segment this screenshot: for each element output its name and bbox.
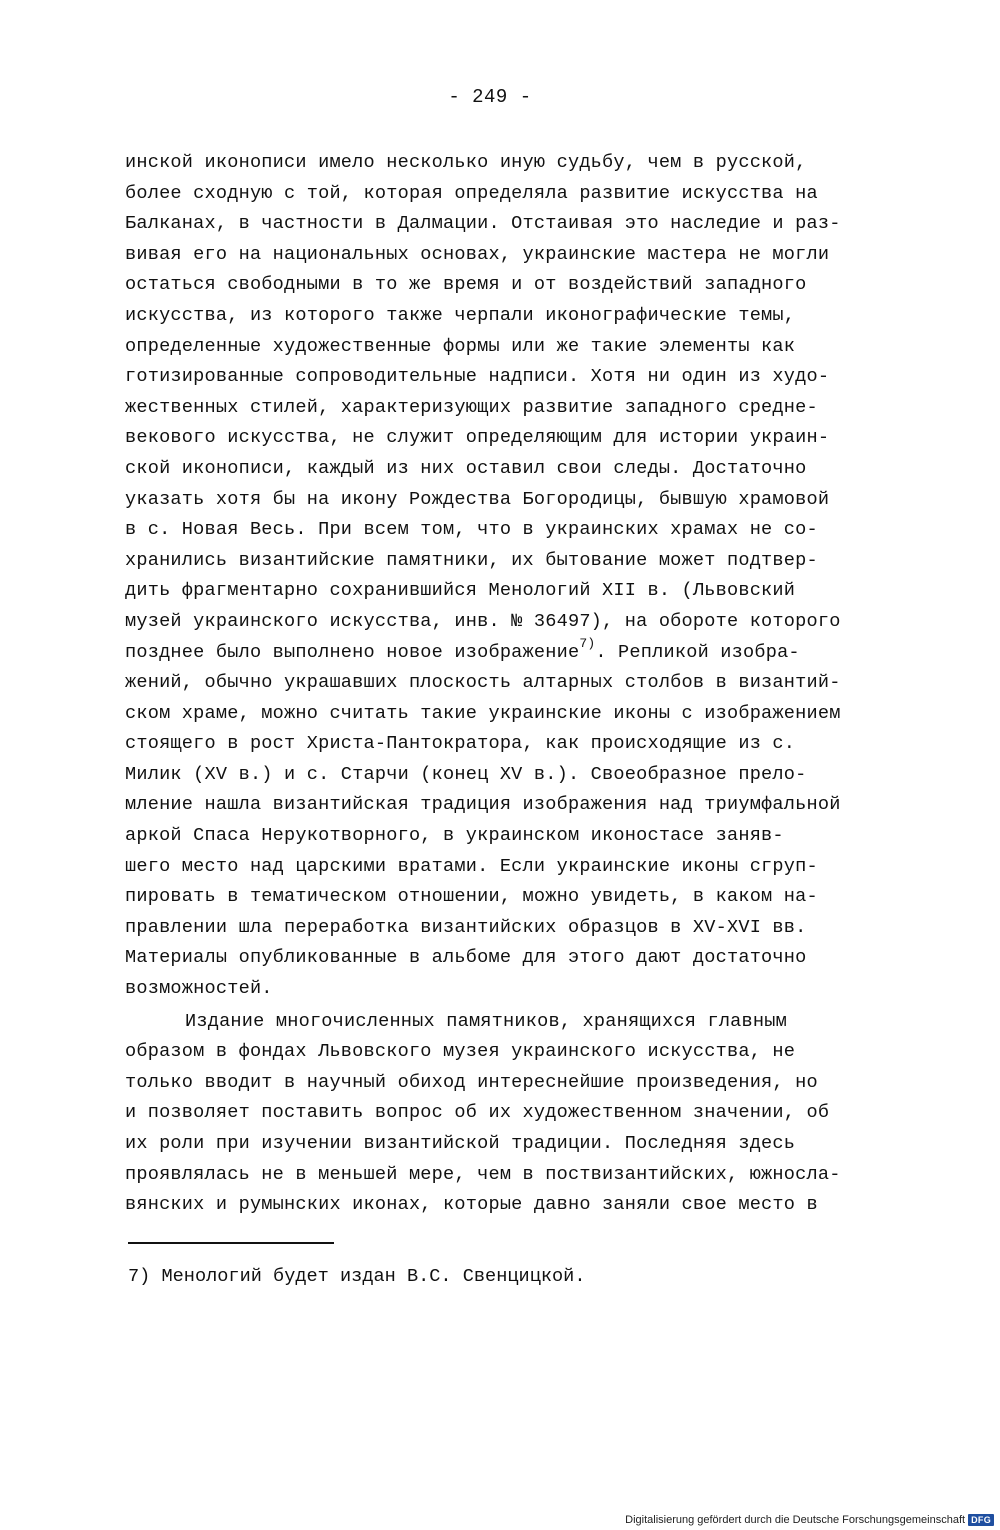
text-line: жений, обычно украшавших плоскость алтарных столбов в византий- bbox=[125, 672, 841, 694]
text-line: вивая его на национальных основах, украинские мастера не могли bbox=[125, 243, 830, 265]
text-line: Материалы опубликованные в альбоме для этого дают достаточно bbox=[125, 947, 807, 969]
paragraph-1 bbox=[125, 148, 905, 1005]
text-line: только вводит в научный обиход интереснейшие произведения, но bbox=[125, 1071, 818, 1093]
digitization-credit bbox=[625, 1514, 994, 1526]
text-line: в с. Новая Весь. При всем том, что в украинских храмах не со- bbox=[125, 519, 818, 541]
text-line: остаться свободными в то же время и от воздействий западного bbox=[125, 274, 807, 296]
text-line: мление нашла византийская традиция изображения над триумфальной bbox=[125, 794, 841, 816]
text-segment: позднее было выполнено новое изображение bbox=[125, 641, 580, 663]
text-line: их роли при изучении византийской традиции. Последняя здесь bbox=[125, 1133, 796, 1154]
text-line: шего место над царскими вратами. Если украинские иконы сгруп- bbox=[125, 855, 818, 877]
text-line: жественных стилей, характеризующих развитие западного средне- bbox=[125, 396, 818, 418]
text-line-with-footnote-ref bbox=[125, 635, 905, 669]
text-line: музей украинского искусства, инв. № 36497), на обороте которого bbox=[125, 610, 841, 632]
footnote: 7) Менологий будет издан В.С. Свенцицкой. bbox=[128, 1266, 586, 1287]
footnote-divider bbox=[128, 1242, 334, 1244]
text-line: Милик (XV в.) и с. Старчи (конец XV в.). Своеобразное прело- bbox=[125, 763, 807, 785]
text-line: векового искусства, не служит определяющим для истории украин- bbox=[125, 427, 830, 449]
text-line: ской иконописи, каждый из них оставил свои следы. Достаточно bbox=[125, 457, 807, 479]
text-line: указать хотя бы на икону Рождества Богородицы, бывшую храмовой bbox=[125, 488, 830, 510]
text-line: правлении шла переработка византийских образцов в XV-XVI вв. bbox=[125, 916, 807, 938]
credit-text: Digitalisierung gefördert durch die Deutsche Forschungsgemeinschaft bbox=[625, 1514, 966, 1526]
text-line: Издание многочисленных памятников, хранящихся главным bbox=[185, 1010, 787, 1032]
body-text bbox=[125, 148, 905, 1221]
dfg-logo-icon: DFG bbox=[968, 1514, 994, 1526]
text-line: определенные художественные формы или же такие элементы как bbox=[125, 335, 796, 357]
text-line: вянских и румынских иконах, которые давно заняли свое место в bbox=[125, 1194, 818, 1216]
text-line: возможностей. bbox=[125, 978, 273, 1000]
text-line: и позволяет поставить вопрос об их художественном значении, об bbox=[125, 1102, 830, 1124]
text-line: искусства, из которого также черпали иконографические темы, bbox=[125, 304, 796, 326]
text-line: проявлялась не в меньшей мере, чем в поствизантийских, южносла- bbox=[125, 1163, 841, 1185]
text-segment: . Репликой изобра- bbox=[595, 641, 800, 663]
text-line: готизированные сопроводительные надписи. Хотя ни один из худо- bbox=[125, 366, 830, 388]
text-line: стоящего в рост Христа-Пантократора, как происходящие из с. bbox=[125, 733, 796, 755]
text-line: инской иконописи имело несколько иную судьбу, чем в русской, bbox=[125, 152, 807, 173]
text-line: более сходную с той, которая определяла развитие искусства на bbox=[125, 182, 818, 204]
text-line: пировать в тематическом отношении, можно увидеть, в каком на- bbox=[125, 886, 818, 908]
text-line: хранились византийские памятники, их бытование может подтвер- bbox=[125, 549, 818, 571]
text-line: Балканах, в частности в Далмации. Отстаивая это наследие и раз- bbox=[125, 213, 841, 235]
page-number: - 249 - bbox=[448, 86, 532, 108]
paragraph-2 bbox=[125, 1007, 905, 1221]
text-line: образом в фондах Львовского музея украинского искусства, не bbox=[125, 1041, 796, 1063]
text-line: ском храме, можно считать такие украинские иконы с изображением bbox=[125, 702, 841, 724]
footnote-reference: 7) bbox=[579, 635, 596, 651]
text-line: дить фрагментарно сохранившийся Менологий XII в. (Львовский bbox=[125, 580, 796, 602]
text-line: аркой Спаса Нерукотворного, в украинском иконостасе заняв- bbox=[125, 825, 784, 847]
